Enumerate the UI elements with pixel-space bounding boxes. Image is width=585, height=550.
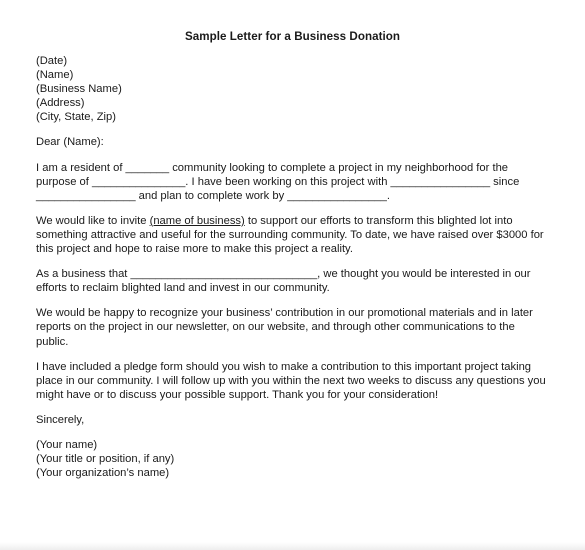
signature-organization: (Your organization’s name) bbox=[36, 467, 170, 480]
paragraph-2-text: to support our efforts to transform this blighted lot into bbox=[244, 214, 513, 227]
letter-title: Sample Letter for a Business Donation bbox=[184, 30, 401, 43]
page-bottom-edge bbox=[0, 542, 585, 550]
paragraph-2 bbox=[36, 214, 556, 256]
closing: Sincerely, bbox=[36, 413, 85, 426]
address-line-city-state-zip: (City, State, Zip) bbox=[36, 111, 116, 124]
paragraph-1-line: I am a resident of _______ community looking to complete a project in my neighborhood for the bbox=[36, 161, 509, 174]
paragraph-5 bbox=[36, 360, 556, 402]
paragraph-4-line: reports on the project in our newsletter, on our website, and through other communications to the bbox=[36, 321, 515, 334]
paragraph-2-line: this project and hope to raise more to make this project a reality. bbox=[36, 243, 353, 256]
paragraph-4-line: public. bbox=[36, 335, 69, 348]
address-block bbox=[36, 54, 556, 124]
paragraph-1 bbox=[36, 161, 556, 203]
paragraph-4 bbox=[36, 306, 556, 348]
salutation: Dear (Name): bbox=[36, 136, 104, 149]
paragraph-2-line: something attractive and useful for the surrounding community. To date, we have raised over $3000 for bbox=[36, 228, 544, 241]
address-line-date: (Date) bbox=[36, 55, 68, 67]
address-line-name: (Name) bbox=[36, 69, 74, 82]
address-line-business-name: (Business Name) bbox=[36, 83, 122, 96]
letter-body bbox=[36, 54, 556, 480]
paragraph-3-line: efforts to reclaim blighted land and invest in our community. bbox=[36, 282, 330, 295]
signature-block bbox=[36, 438, 556, 480]
paragraph-1-line: ________________ and plan to complete work by ________________. bbox=[36, 189, 390, 202]
paragraph-5-line: I have included a pledge form should you wish to make a contribution to this important project taking bbox=[36, 360, 532, 373]
paragraph-2-text: We would like to invite bbox=[36, 214, 150, 227]
paragraph-3 bbox=[36, 267, 556, 295]
paragraph-1-line: purpose of _______________. I have been working on this project with ________________ since bbox=[36, 175, 520, 188]
paragraph-5-line: might have or to discuss your possible support. Thank you for your consideration! bbox=[36, 388, 439, 401]
address-line-address: (Address) bbox=[36, 97, 85, 110]
paragraph-3-line: As a business that ______________________________, we thought you would be interested in our bbox=[36, 268, 531, 281]
paragraph-5-line: place in our community. I will follow up with you within the next two weeks to discuss any questions you bbox=[36, 374, 546, 387]
paragraph-4-line: We would be happy to recognize your business’ contribution in our promotional materials and in later bbox=[36, 307, 533, 320]
paragraph-2-line bbox=[36, 214, 556, 228]
business-name-placeholder: (name of business) bbox=[149, 214, 245, 227]
signature-name: (Your name) bbox=[36, 438, 98, 451]
signature-title: (Your title or position, if any) bbox=[36, 453, 175, 466]
